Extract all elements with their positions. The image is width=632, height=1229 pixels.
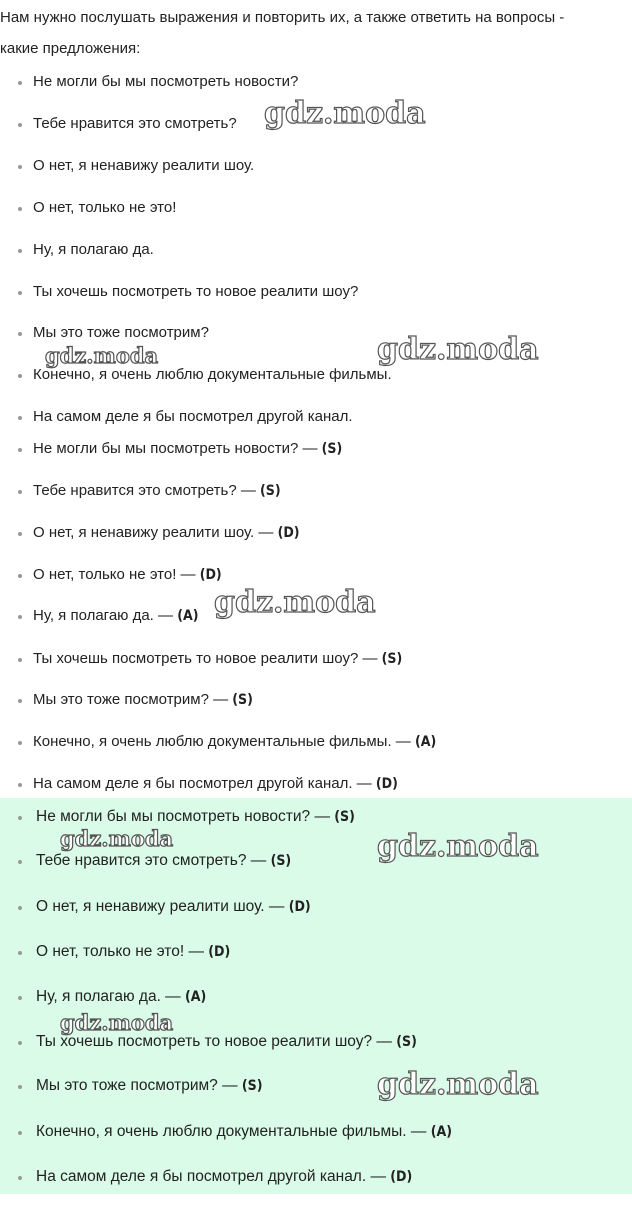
category-tag: (S) xyxy=(270,853,292,869)
watermark: gdz.moda xyxy=(377,829,539,864)
category-tag: (D) xyxy=(277,525,300,541)
list-item xyxy=(36,808,355,826)
item-text: Конечно, я очень люблю документальные фильмы. — xyxy=(33,733,411,750)
category-tag: (S) xyxy=(321,441,343,457)
item-text: Тебе нравится это смотреть? — xyxy=(36,852,267,869)
item-text: О нет, я ненавижу реалити шоу. — xyxy=(36,898,285,915)
watermark: gdz.moda xyxy=(264,96,426,131)
item-text: Ну, я полагаю да. — xyxy=(36,988,181,1005)
category-tag: (D) xyxy=(208,944,231,960)
list-item: Ну, я полагаю да. xyxy=(33,241,154,258)
watermark: gdz.moda xyxy=(377,1067,539,1102)
category-tag: (S) xyxy=(396,1034,417,1050)
list-item xyxy=(33,566,222,583)
item-text: Мы это тоже посмотрим? — xyxy=(33,691,229,708)
list-item xyxy=(36,898,311,916)
item-text: На самом деле я бы посмотрел другой канал. — xyxy=(33,775,372,792)
list-item xyxy=(36,1077,263,1095)
item-text: Не могли бы мы посмотреть новости? — xyxy=(33,440,318,457)
item-text: Ты хочешь посмотреть то новое реалити шоу? — xyxy=(33,650,378,667)
watermark: gdz.moda xyxy=(214,585,376,620)
watermark: gdz.moda xyxy=(45,343,159,368)
category-tag: (A) xyxy=(430,1124,452,1140)
item-text: О нет, я ненавижу реалити шоу. — xyxy=(33,524,274,541)
list-item xyxy=(36,1168,412,1186)
list-item xyxy=(33,440,342,457)
list-item xyxy=(33,482,281,499)
item-text: О нет, только не это! — xyxy=(33,566,196,583)
item-text: Конечно, я очень люблю документальные фильмы. — xyxy=(36,1123,427,1140)
list-item xyxy=(33,650,402,667)
intro-text: Нам нужно послушать выражения и повторить их, а также ответить на вопросы - какие предложения: xyxy=(0,9,565,57)
list-item xyxy=(36,1033,417,1051)
category-tag: (D) xyxy=(375,776,398,792)
item-text: Тебе нравится это смотреть? — xyxy=(33,482,256,499)
list-item: Тебе нравится это смотреть? xyxy=(33,115,237,132)
list-item xyxy=(33,691,253,708)
list-item: На самом деле я бы посмотрел другой канал. xyxy=(33,408,353,425)
list-item: Конечно, я очень люблю документальные фильмы. xyxy=(33,366,392,383)
list-item: О нет, только не это! xyxy=(33,199,177,216)
watermark: gdz.moda xyxy=(60,1010,174,1035)
item-text: Мы это тоже посмотрим? — xyxy=(36,1077,238,1094)
category-tag: (A) xyxy=(185,989,207,1005)
category-tag: (S) xyxy=(232,692,253,708)
item-text: На самом деле я бы посмотрел другой канал. — xyxy=(36,1168,386,1185)
category-tag: (S) xyxy=(381,651,403,667)
list-item xyxy=(33,607,198,624)
list-item xyxy=(36,943,230,961)
list-item: Не могли бы мы посмотреть новости? xyxy=(33,73,299,90)
category-tag: (D) xyxy=(390,1169,413,1185)
category-tag: (A) xyxy=(177,608,199,624)
category-tag: (S) xyxy=(260,483,281,499)
watermark: gdz.moda xyxy=(377,332,539,367)
item-text: О нет, только не это! — xyxy=(36,943,204,960)
list-item: Мы это тоже посмотрим? xyxy=(33,324,209,341)
list-item xyxy=(33,524,300,541)
category-tag: (S) xyxy=(334,809,355,825)
item-text: Не могли бы мы посмотреть новости? — xyxy=(36,808,330,825)
category-tag: (S) xyxy=(241,1078,263,1094)
category-tag: (D) xyxy=(288,899,311,915)
item-text: Ну, я полагаю да. — xyxy=(33,607,174,624)
list-item xyxy=(33,733,436,750)
category-tag: (D) xyxy=(199,567,222,583)
list-item xyxy=(36,1123,452,1141)
list-item xyxy=(36,852,291,870)
item-text: Ты хочешь посмотреть то новое реалити шоу? — xyxy=(36,1033,392,1050)
list-item: О нет, я ненавижу реалити шоу. xyxy=(33,157,255,174)
category-tag: (A) xyxy=(414,734,437,750)
list-item xyxy=(36,988,206,1006)
watermark: gdz.moda xyxy=(60,826,174,851)
list-item: Ты хочешь посмотреть то новое реалити шоу? xyxy=(33,283,359,300)
list-item xyxy=(33,775,398,792)
